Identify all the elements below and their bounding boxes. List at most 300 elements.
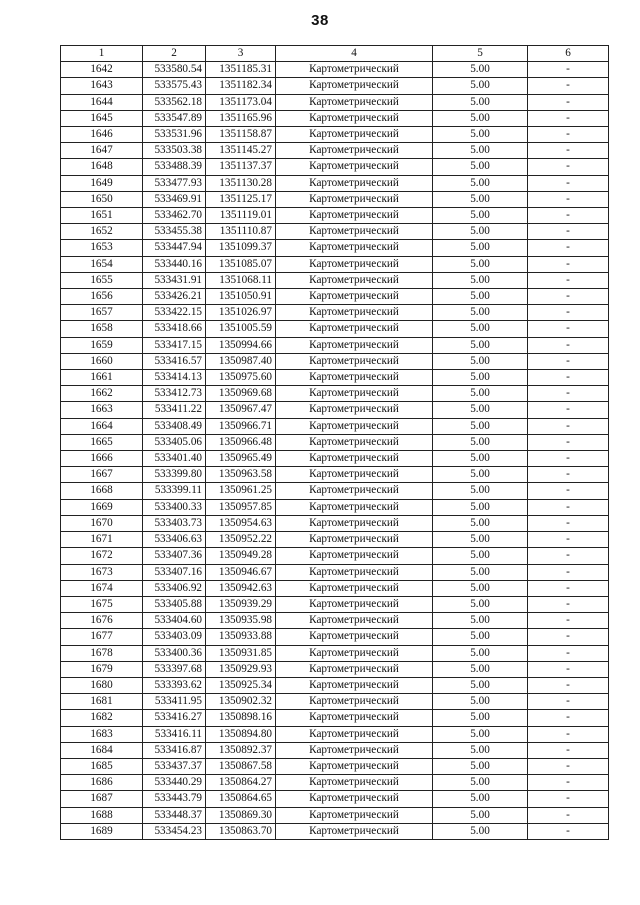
cell-x-coordinate: 533562.18 (143, 94, 206, 110)
cell-y-coordinate: 1350949.28 (206, 548, 276, 564)
table-row (61, 758, 609, 774)
cell-x-coordinate: 533440.29 (143, 775, 206, 791)
cell-x-coordinate: 533437.37 (143, 758, 206, 774)
cell-point-number: 1688 (61, 807, 143, 823)
cell-point-number: 1683 (61, 726, 143, 742)
table-row (61, 677, 609, 693)
header-cell-2: 2 (143, 46, 206, 62)
cell-point-number: 1645 (61, 110, 143, 126)
cell-method: Картометрический (276, 451, 433, 467)
cell-note: - (528, 159, 609, 175)
cell-point-number: 1673 (61, 564, 143, 580)
table-row (61, 337, 609, 353)
cell-x-coordinate: 533455.38 (143, 224, 206, 240)
cell-method: Картометрический (276, 629, 433, 645)
table-row (61, 175, 609, 191)
cell-method: Картометрический (276, 742, 433, 758)
table-row (61, 402, 609, 418)
cell-note: - (528, 110, 609, 126)
cell-accuracy: 5.00 (433, 758, 528, 774)
cell-x-coordinate: 533405.88 (143, 596, 206, 612)
cell-point-number: 1648 (61, 159, 143, 175)
cell-method: Картометрический (276, 272, 433, 288)
cell-accuracy: 5.00 (433, 240, 528, 256)
cell-accuracy: 5.00 (433, 418, 528, 434)
cell-point-number: 1682 (61, 710, 143, 726)
cell-x-coordinate: 533422.15 (143, 305, 206, 321)
cell-point-number: 1649 (61, 175, 143, 191)
cell-note: - (528, 321, 609, 337)
cell-point-number: 1665 (61, 434, 143, 450)
table-row (61, 110, 609, 126)
cell-point-number: 1657 (61, 305, 143, 321)
cell-note: - (528, 337, 609, 353)
cell-point-number: 1651 (61, 208, 143, 224)
table-row (61, 629, 609, 645)
table-row (61, 791, 609, 807)
cell-x-coordinate: 533417.15 (143, 337, 206, 353)
cell-x-coordinate: 533407.16 (143, 564, 206, 580)
cell-accuracy: 5.00 (433, 434, 528, 450)
cell-note: - (528, 596, 609, 612)
cell-point-number: 1679 (61, 661, 143, 677)
cell-method: Картометрический (276, 370, 433, 386)
cell-point-number: 1644 (61, 94, 143, 110)
cell-accuracy: 5.00 (433, 613, 528, 629)
cell-y-coordinate: 1350933.88 (206, 629, 276, 645)
cell-note: - (528, 370, 609, 386)
cell-accuracy: 5.00 (433, 94, 528, 110)
cell-note: - (528, 742, 609, 758)
cell-method: Картометрический (276, 434, 433, 450)
cell-note: - (528, 451, 609, 467)
cell-note: - (528, 677, 609, 693)
cell-y-coordinate: 1350946.67 (206, 564, 276, 580)
cell-note: - (528, 127, 609, 143)
cell-point-number: 1662 (61, 386, 143, 402)
cell-method: Картометрический (276, 613, 433, 629)
cell-x-coordinate: 533416.87 (143, 742, 206, 758)
cell-note: - (528, 175, 609, 191)
cell-point-number: 1655 (61, 272, 143, 288)
cell-point-number: 1680 (61, 677, 143, 693)
cell-note: - (528, 94, 609, 110)
cell-point-number: 1660 (61, 353, 143, 369)
cell-accuracy: 5.00 (433, 661, 528, 677)
cell-method: Картометрический (276, 807, 433, 823)
cell-note: - (528, 645, 609, 661)
cell-x-coordinate: 533399.11 (143, 483, 206, 499)
cell-y-coordinate: 1350898.16 (206, 710, 276, 726)
cell-point-number: 1677 (61, 629, 143, 645)
cell-point-number: 1667 (61, 467, 143, 483)
cell-note: - (528, 613, 609, 629)
table-row (61, 78, 609, 94)
cell-y-coordinate: 1350863.70 (206, 823, 276, 839)
table-row (61, 661, 609, 677)
cell-accuracy: 5.00 (433, 467, 528, 483)
cell-accuracy: 5.00 (433, 710, 528, 726)
cell-method: Картометрический (276, 645, 433, 661)
table-row (61, 710, 609, 726)
cell-point-number: 1653 (61, 240, 143, 256)
cell-x-coordinate: 533399.80 (143, 467, 206, 483)
cell-y-coordinate: 1350929.93 (206, 661, 276, 677)
table-row (61, 289, 609, 305)
cell-note: - (528, 629, 609, 645)
cell-method: Картометрический (276, 483, 433, 499)
cell-point-number: 1672 (61, 548, 143, 564)
cell-note: - (528, 580, 609, 596)
cell-method: Картометрический (276, 467, 433, 483)
cell-accuracy: 5.00 (433, 127, 528, 143)
cell-y-coordinate: 1350975.60 (206, 370, 276, 386)
table-row (61, 256, 609, 272)
cell-method: Картометрический (276, 240, 433, 256)
cell-x-coordinate: 533400.33 (143, 499, 206, 515)
cell-method: Картометрический (276, 775, 433, 791)
cell-point-number: 1685 (61, 758, 143, 774)
cell-method: Картометрический (276, 791, 433, 807)
cell-x-coordinate: 533531.96 (143, 127, 206, 143)
cell-method: Картометрический (276, 710, 433, 726)
cell-y-coordinate: 1350935.98 (206, 613, 276, 629)
cell-x-coordinate: 533408.49 (143, 418, 206, 434)
cell-note: - (528, 775, 609, 791)
table-row (61, 726, 609, 742)
cell-x-coordinate: 533406.63 (143, 532, 206, 548)
cell-y-coordinate: 1350963.58 (206, 467, 276, 483)
cell-method: Картометрический (276, 256, 433, 272)
cell-y-coordinate: 1350894.80 (206, 726, 276, 742)
cell-note: - (528, 418, 609, 434)
cell-y-coordinate: 1351119.01 (206, 208, 276, 224)
cell-accuracy: 5.00 (433, 532, 528, 548)
cell-accuracy: 5.00 (433, 742, 528, 758)
table-row (61, 305, 609, 321)
cell-note: - (528, 191, 609, 207)
cell-y-coordinate: 1350869.30 (206, 807, 276, 823)
cell-point-number: 1670 (61, 515, 143, 531)
cell-x-coordinate: 533443.79 (143, 791, 206, 807)
cell-accuracy: 5.00 (433, 337, 528, 353)
cell-note: - (528, 224, 609, 240)
cell-y-coordinate: 1350967.47 (206, 402, 276, 418)
cell-x-coordinate: 533411.95 (143, 694, 206, 710)
table-row (61, 94, 609, 110)
cell-x-coordinate: 533397.68 (143, 661, 206, 677)
cell-method: Картометрический (276, 159, 433, 175)
table-row (61, 127, 609, 143)
cell-accuracy: 5.00 (433, 791, 528, 807)
cell-point-number: 1643 (61, 78, 143, 94)
cell-y-coordinate: 1350864.27 (206, 775, 276, 791)
table-row (61, 564, 609, 580)
table-row (61, 208, 609, 224)
cell-point-number: 1646 (61, 127, 143, 143)
cell-method: Картометрический (276, 353, 433, 369)
cell-point-number: 1642 (61, 62, 143, 78)
cell-y-coordinate: 1351099.37 (206, 240, 276, 256)
cell-accuracy: 5.00 (433, 580, 528, 596)
table-row (61, 499, 609, 515)
cell-accuracy: 5.00 (433, 823, 528, 839)
cell-note: - (528, 208, 609, 224)
cell-y-coordinate: 1350925.34 (206, 677, 276, 693)
cell-y-coordinate: 1351130.28 (206, 175, 276, 191)
cell-method: Картометрический (276, 758, 433, 774)
cell-note: - (528, 143, 609, 159)
cell-x-coordinate: 533404.60 (143, 613, 206, 629)
cell-accuracy: 5.00 (433, 159, 528, 175)
cell-note: - (528, 305, 609, 321)
cell-x-coordinate: 533469.91 (143, 191, 206, 207)
cell-accuracy: 5.00 (433, 451, 528, 467)
cell-y-coordinate: 1350892.37 (206, 742, 276, 758)
cell-y-coordinate: 1351125.17 (206, 191, 276, 207)
cell-method: Картометрический (276, 143, 433, 159)
cell-x-coordinate: 533414.13 (143, 370, 206, 386)
cell-note: - (528, 272, 609, 288)
cell-accuracy: 5.00 (433, 289, 528, 305)
cell-method: Картометрический (276, 208, 433, 224)
cell-x-coordinate: 533416.57 (143, 353, 206, 369)
cell-x-coordinate: 533462.70 (143, 208, 206, 224)
cell-y-coordinate: 1350994.66 (206, 337, 276, 353)
cell-method: Картометрический (276, 321, 433, 337)
cell-accuracy: 5.00 (433, 807, 528, 823)
cell-note: - (528, 402, 609, 418)
cell-x-coordinate: 533406.92 (143, 580, 206, 596)
cell-point-number: 1650 (61, 191, 143, 207)
cell-note: - (528, 434, 609, 450)
cell-accuracy: 5.00 (433, 272, 528, 288)
cell-point-number: 1671 (61, 532, 143, 548)
cell-method: Картометрический (276, 386, 433, 402)
cell-x-coordinate: 533426.21 (143, 289, 206, 305)
cell-method: Картометрический (276, 191, 433, 207)
cell-x-coordinate: 533403.09 (143, 629, 206, 645)
cell-x-coordinate: 533440.16 (143, 256, 206, 272)
cell-y-coordinate: 1351085.07 (206, 256, 276, 272)
table-row (61, 272, 609, 288)
cell-note: - (528, 78, 609, 94)
table-row (61, 418, 609, 434)
cell-point-number: 1659 (61, 337, 143, 353)
cell-x-coordinate: 533411.22 (143, 402, 206, 418)
cell-accuracy: 5.00 (433, 175, 528, 191)
cell-accuracy: 5.00 (433, 483, 528, 499)
header-row (61, 46, 609, 62)
cell-accuracy: 5.00 (433, 775, 528, 791)
cell-y-coordinate: 1350961.25 (206, 483, 276, 499)
cell-note: - (528, 483, 609, 499)
table-row (61, 434, 609, 450)
table-row (61, 823, 609, 839)
cell-accuracy: 5.00 (433, 386, 528, 402)
header-cell-4: 4 (276, 46, 433, 62)
cell-accuracy: 5.00 (433, 645, 528, 661)
cell-point-number: 1661 (61, 370, 143, 386)
cell-point-number: 1675 (61, 596, 143, 612)
cell-y-coordinate: 1350942.63 (206, 580, 276, 596)
cell-accuracy: 5.00 (433, 515, 528, 531)
table-row (61, 370, 609, 386)
cell-y-coordinate: 1350931.85 (206, 645, 276, 661)
cell-x-coordinate: 533488.39 (143, 159, 206, 175)
table-row (61, 353, 609, 369)
cell-note: - (528, 807, 609, 823)
cell-accuracy: 5.00 (433, 726, 528, 742)
cell-accuracy: 5.00 (433, 110, 528, 126)
table-row (61, 321, 609, 337)
table-row (61, 532, 609, 548)
cell-method: Картометрический (276, 402, 433, 418)
cell-accuracy: 5.00 (433, 224, 528, 240)
cell-point-number: 1666 (61, 451, 143, 467)
cell-note: - (528, 791, 609, 807)
table-row (61, 694, 609, 710)
cell-method: Картометрический (276, 78, 433, 94)
cell-accuracy: 5.00 (433, 677, 528, 693)
cell-method: Картометрический (276, 127, 433, 143)
table-row (61, 240, 609, 256)
cell-x-coordinate: 533416.27 (143, 710, 206, 726)
cell-method: Картометрический (276, 580, 433, 596)
cell-note: - (528, 353, 609, 369)
cell-point-number: 1647 (61, 143, 143, 159)
cell-method: Картометрический (276, 694, 433, 710)
cell-accuracy: 5.00 (433, 629, 528, 645)
cell-method: Картометрический (276, 337, 433, 353)
cell-y-coordinate: 1351005.59 (206, 321, 276, 337)
cell-y-coordinate: 1351050.91 (206, 289, 276, 305)
cell-x-coordinate: 533403.73 (143, 515, 206, 531)
cell-y-coordinate: 1351165.96 (206, 110, 276, 126)
cell-x-coordinate: 533412.73 (143, 386, 206, 402)
cell-note: - (528, 694, 609, 710)
header-cell-5: 5 (433, 46, 528, 62)
table-row (61, 483, 609, 499)
cell-x-coordinate: 533477.93 (143, 175, 206, 191)
cell-point-number: 1654 (61, 256, 143, 272)
table-row (61, 467, 609, 483)
cell-x-coordinate: 533418.66 (143, 321, 206, 337)
cell-note: - (528, 515, 609, 531)
cell-x-coordinate: 533448.37 (143, 807, 206, 823)
cell-note: - (528, 532, 609, 548)
cell-method: Картометрический (276, 175, 433, 191)
cell-accuracy: 5.00 (433, 256, 528, 272)
cell-y-coordinate: 1350966.71 (206, 418, 276, 434)
cell-accuracy: 5.00 (433, 208, 528, 224)
cell-y-coordinate: 1350952.22 (206, 532, 276, 548)
cell-point-number: 1674 (61, 580, 143, 596)
cell-note: - (528, 256, 609, 272)
table-body (61, 62, 609, 840)
cell-note: - (528, 548, 609, 564)
cell-accuracy: 5.00 (433, 305, 528, 321)
cell-accuracy: 5.00 (433, 694, 528, 710)
cell-note: - (528, 289, 609, 305)
cell-x-coordinate: 533547.89 (143, 110, 206, 126)
cell-method: Картометрический (276, 110, 433, 126)
cell-note: - (528, 467, 609, 483)
cell-point-number: 1669 (61, 499, 143, 515)
cell-note: - (528, 710, 609, 726)
table-row (61, 515, 609, 531)
cell-y-coordinate: 1351068.11 (206, 272, 276, 288)
cell-y-coordinate: 1350939.29 (206, 596, 276, 612)
cell-point-number: 1678 (61, 645, 143, 661)
cell-y-coordinate: 1350867.58 (206, 758, 276, 774)
cell-accuracy: 5.00 (433, 353, 528, 369)
table-row (61, 742, 609, 758)
table-row (61, 159, 609, 175)
cell-method: Картометрический (276, 677, 433, 693)
table-row (61, 62, 609, 78)
cell-note: - (528, 726, 609, 742)
header-cell-3: 3 (206, 46, 276, 62)
cell-point-number: 1686 (61, 775, 143, 791)
cell-point-number: 1681 (61, 694, 143, 710)
cell-note: - (528, 240, 609, 256)
cell-x-coordinate: 533580.54 (143, 62, 206, 78)
coordinates-table (60, 45, 609, 840)
table-row (61, 224, 609, 240)
header-cell-6: 6 (528, 46, 609, 62)
cell-y-coordinate: 1351145.27 (206, 143, 276, 159)
cell-x-coordinate: 533454.23 (143, 823, 206, 839)
cell-point-number: 1676 (61, 613, 143, 629)
cell-y-coordinate: 1351158.87 (206, 127, 276, 143)
cell-x-coordinate: 533400.36 (143, 645, 206, 661)
cell-accuracy: 5.00 (433, 499, 528, 515)
cell-y-coordinate: 1350902.32 (206, 694, 276, 710)
cell-y-coordinate: 1350864.65 (206, 791, 276, 807)
page-number: 38 (311, 12, 329, 29)
cell-x-coordinate: 533393.62 (143, 677, 206, 693)
cell-method: Картометрический (276, 548, 433, 564)
cell-accuracy: 5.00 (433, 564, 528, 580)
cell-method: Картометрический (276, 499, 433, 515)
cell-point-number: 1663 (61, 402, 143, 418)
table-row (61, 807, 609, 823)
cell-accuracy: 5.00 (433, 143, 528, 159)
cell-method: Картометрический (276, 418, 433, 434)
cell-point-number: 1687 (61, 791, 143, 807)
cell-accuracy: 5.00 (433, 191, 528, 207)
cell-accuracy: 5.00 (433, 78, 528, 94)
cell-method: Картометрический (276, 823, 433, 839)
table-row (61, 191, 609, 207)
cell-method: Картометрический (276, 726, 433, 742)
cell-note: - (528, 564, 609, 580)
cell-x-coordinate: 533401.40 (143, 451, 206, 467)
cell-y-coordinate: 1351185.31 (206, 62, 276, 78)
cell-point-number: 1652 (61, 224, 143, 240)
cell-method: Картометрический (276, 94, 433, 110)
cell-y-coordinate: 1350966.48 (206, 434, 276, 450)
cell-point-number: 1684 (61, 742, 143, 758)
cell-method: Картометрический (276, 224, 433, 240)
header-cell-1: 1 (61, 46, 143, 62)
cell-x-coordinate: 533431.91 (143, 272, 206, 288)
cell-y-coordinate: 1350954.63 (206, 515, 276, 531)
cell-point-number: 1656 (61, 289, 143, 305)
cell-y-coordinate: 1351137.37 (206, 159, 276, 175)
cell-accuracy: 5.00 (433, 402, 528, 418)
